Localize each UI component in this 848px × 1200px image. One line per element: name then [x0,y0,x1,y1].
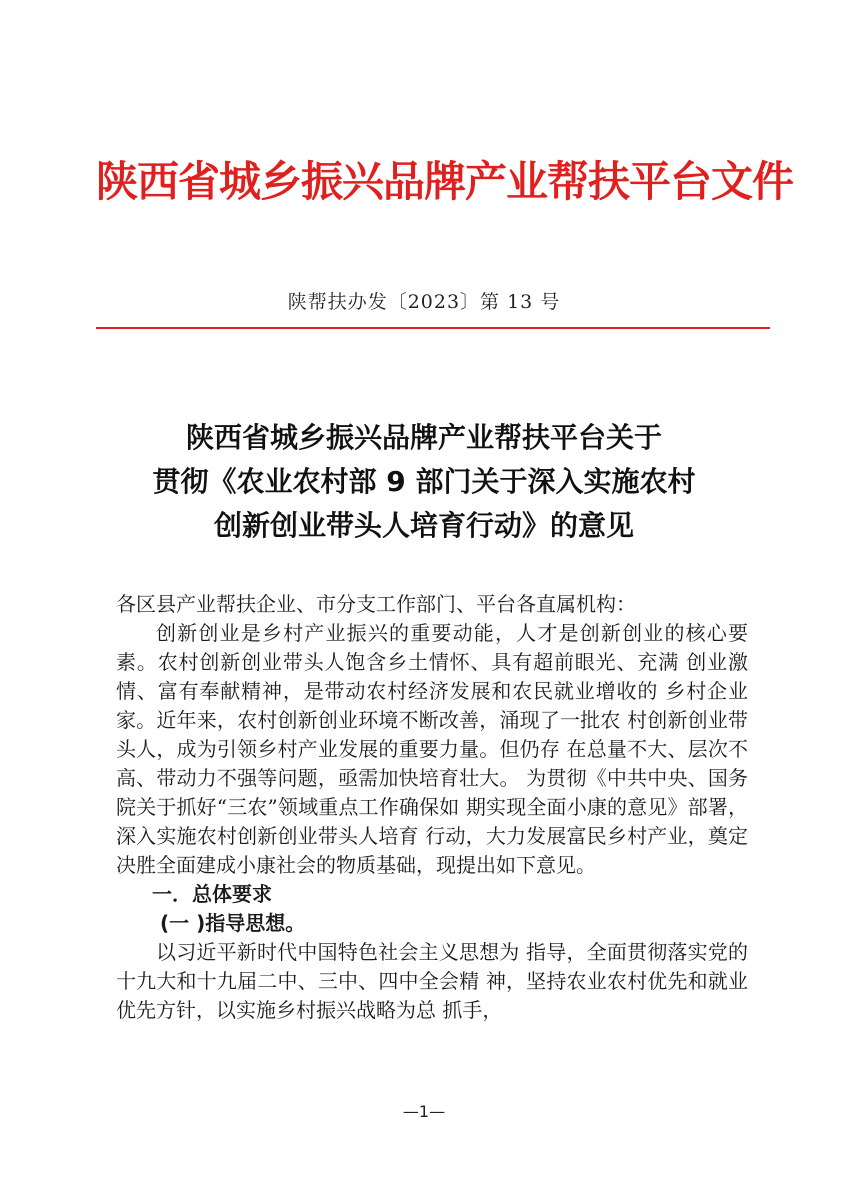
title-line-1: 陕西省城乡振兴品牌产业帮扶平台关于 [185,421,662,454]
title-line-2: 贯彻《农业农村部 9 部门关于深入实施农村 [152,465,696,498]
title-line-3: 创新创业带头人培育行动》的意见 [213,509,634,542]
salutation: 各区县产业帮扶企业、市分支工作部门、平台各直属机构： [116,592,636,616]
document-body [116,590,748,1025]
org-header-title: 陕西省城乡振兴品牌产业帮扶平台文件 [96,157,794,206]
paragraph-intro: 创新创业是乡村产业振兴的重要动能，人才是创新创业的核心要素。农村创新创业带头人饱含乡土情怀、具有超前眼光、充满 创业激情、富有奉献精神，是带动农村经济发展和农民就业增收的 乡村企业家。近年来，农村创新创业环境不断改善，涌现了一批农 村创新创业带头人，成为引领乡村产业发展的重要力量。但仍存 在总量不大、层次不高、带动力不强等问题，亟需加快培育壮大。 为贯彻《中共中央、国务院关于抓好“三农”领域重点工作确保如 期实现全面小康的意见》部署，深入实施农村创新创业带头人培育 行动，大力发展富民乡村产业，奠定决胜全面建成小康社会的物质基础，现提出如下意见。 [116,621,748,877]
paragraph-guiding-ideology: 以习近平新时代中国特色社会主义思想为 指导，全面贯彻落实党的十九大和十九届二中、三中、四中全会精 神，坚持农业农村优先和就业优先方针，以实施乡村振兴战略为总 抓手， [116,940,748,1022]
red-divider-line [96,327,770,329]
page-number: —1— [402,1102,446,1121]
subsection-heading-guiding-ideology: (一 )指导思想。 [160,911,306,935]
document-number: 陕帮扶办发〔2023〕第 13 号 [287,291,561,313]
section-heading-general-requirements: 一．总体要求 [152,882,272,906]
document-title [96,416,752,548]
